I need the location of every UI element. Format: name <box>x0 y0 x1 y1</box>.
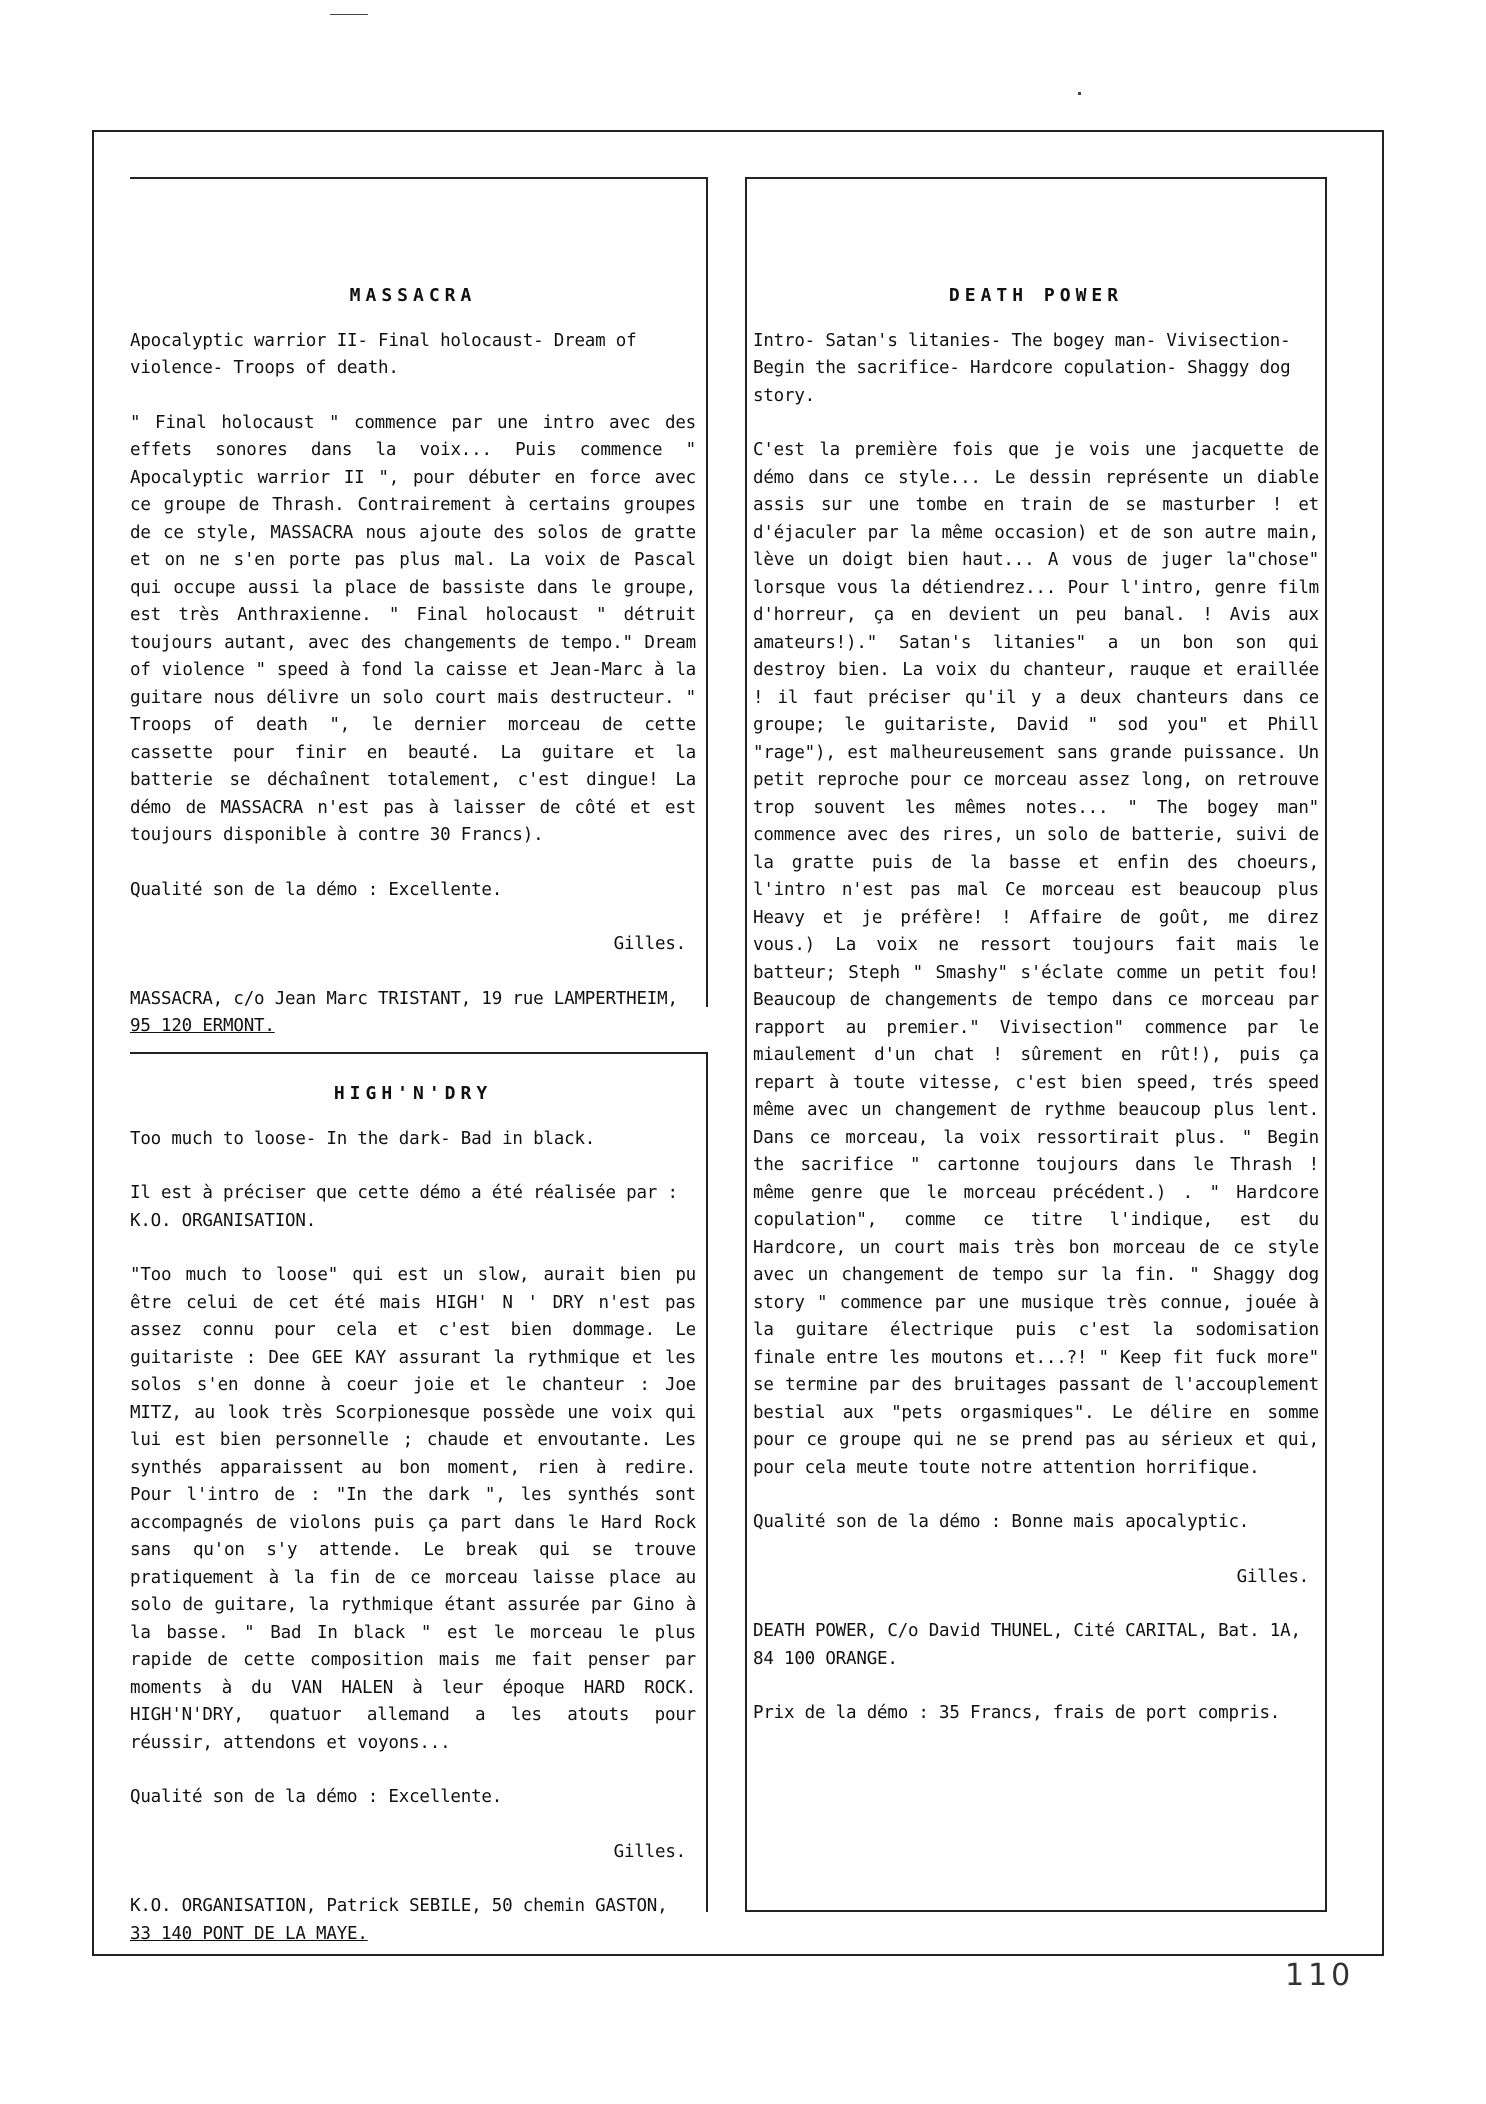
massacra-signature: Gilles. <box>613 934 686 954</box>
high-n-dry-note: Il est à préciser que cette démo a été réalisée par : K.O. ORGANISATION. <box>130 1183 678 1231</box>
death-power-signature: Gilles. <box>1236 1566 1309 1587</box>
death-power-title: DEATH POWER <box>948 285 1124 306</box>
scan-mark <box>330 14 368 15</box>
high-n-dry-column <box>130 1080 696 1948</box>
death-power-column <box>753 282 1319 1755</box>
massacra-quality: Qualité son de la démo : Excellente. <box>130 879 503 900</box>
death-power-tracks: Intro- Satan's litanies- The bogey man- Vivisection- Begin the sacrifice- Hardcore copulation- Shaggy dog story. <box>753 330 1291 406</box>
high-n-dry-quality: Qualité son de la démo : Excellente. <box>130 1787 503 1807</box>
high-n-dry-tracks: Too much to loose- In the dark- Bad in black. <box>130 1128 596 1149</box>
death-power-review: C'est la première fois que je vois une jacquette de démo dans ce style... Le dessin représente un diable assis sur une tombe en train de se masturber ! et d'éjaculer par la même occasion) et de son autre main, lève un doigt bien haut... A vous de juger la"chose" lorsque vous la détiendrez... Pour l'intro, genre film d'horreur, ça en devient un peu banal. ! Avis aux amateurs!)." Satan's litanies" a un bon son qui destroy bien. La voix du chanteur, rauque et eraillée ! il faut préciser qu'il y a deux chanteurs dans ce groupe; le guitariste, David " sod you" et Phill "rage"), est malheureusement sans grande puissance. Un petit reproche pour ce morceau assez long, on retrouve trop souvent les mêmes notes... " The bogey man" commence avec des rires, un solo de batterie, suivi de la gratte puis de la basse et enfin des choeurs, l'intro n'est pas mal Ce morceau est beaucoup plus Heavy et je préfère! ! Affaire de goût, me direz vous.) La voix ne ressort toujours fait mais le batteur; Steph " Smashy" s'éclate comme un petit fou! Beaucoup de changements de tempo dans ce morceau par rapport au premier." Vivisection" commence par le miaulement d'un chat ! sûrement en rût!), puis ça repart à toute vitesse, c'est bien speed, trés speed même avec un changement de rythme beaucoup plus lent. Dans ce morceau, la voix ressortirait plus. " Begin the sacrifice " cartonne toujours dans le Thrash ! même genre que le morceau précédent.) . " Hardcore copulation", comme ce titre l'indique, est du Hardcore, un court mais très bon morceau de ce style avec un changement de tempo sur la fin. " Shaggy dog story " commence par une musique très connue, jouée à la guitare électrique puis c'est la sodomisation finale entre les moutons et...?! " Keep fit fuck more" se termine par des bruitages passant de l'accouplement bestial aux "pets orgasmiques". Le délire en somme pour ce groupe qui ne se prend pas au sérieux et qui, pour cela meute toute notre attention horrifique. <box>753 440 1319 1478</box>
massacra-address-line2: 95 120 ERMONT. <box>130 1016 275 1036</box>
scan-speck <box>1078 92 1081 95</box>
massacra-column <box>130 282 696 1041</box>
high-n-dry-title: HIGH'N'DRY <box>333 1083 493 1104</box>
high-n-dry-address-line2: 33 140 PONT DE LA MAYE. <box>130 1923 368 1944</box>
high-n-dry-review: "Too much to loose" qui est un slow, aurait bien pu être celui de cet été mais HIGH' N ' DRY n'est pas assez connu pour cela et c'est bien dommage. Le guitariste : Dee GEE KAY assurant la rythmique et les solos s'en donne à coeur joie et le chanteur : Joe MITZ, au look très Scorpionesque possède une voix qui lui est bien personnelle ; chaude et envoutante. Les synthés apparaissent au bon moment, rien à redire. Pour l'intro de : "In the dark ", les synthés sont accompagnés de violons puis ça part dans le Hard Rock sans qu'on s'y attende. Le break qui se trouve pratiquement à la fin de ce morceau laisse place au solo de guitare, la rythmique étant assurée par Gino à la basse. " Bad In black " est le morceau le plus rapide de cette composition mais me fait penser par moments à du VAN HALEN à leur époque HARD ROCK. HIGH'N'DRY, quatuor allemand a les atouts pour réussir, attendons et voyons... <box>130 1265 696 1753</box>
massacra-review: " Final holocaust " commence par une intro avec des effets sonores dans la voix... Puis commence " Apocalyptic warrior II ", pour débuter en force avec ce groupe de Thrash. Contrairement à certains groupes de ce style, MASSACRA nous ajoute des solos de gratte et on ne s'en porte pas plus mal. La voix de Pascal qui occupe aussi la place de bassiste dans le groupe, est très Anthraxienne. " Final holocaust " détruit toujours autant, avec des changements de tempo." Dream of violence " speed à fond la caisse et Jean-Marc à la guitare nous délivre un solo court mais destructeur. " Troops of death ", le dernier morceau de cette cassette pour finir en beauté. La guitare et la batterie se déchaînent totalement, c'est dingue! La démo de MASSACRA n'est pas à laisser de côté et est toujours disponible à contre 30 Francs). <box>130 412 696 845</box>
massacra-tracks: Apocalyptic warrior II- Final holocaust- Dream of violence- Troops of death. <box>130 330 637 378</box>
high-n-dry-signature: Gilles. <box>613 1841 686 1862</box>
high-n-dry-address <box>130 1893 696 1948</box>
massacra-address <box>130 986 696 1041</box>
massacra-address-line1: MASSACRA, c/o Jean Marc TRISTANT, 19 rue LAMPERTHEIM, <box>130 988 678 1009</box>
death-power-price: Prix de la démo : 35 Francs, frais de port compris. <box>753 1703 1281 1723</box>
death-power-quality: Qualité son de la démo : Bonne mais apocalyptic. <box>753 1512 1250 1532</box>
death-power-address: DEATH POWER, C/o David THUNEL, Cité CARITAL, Bat. 1A, 84 100 ORANGE. <box>753 1621 1301 1669</box>
massacra-title: MASSACRA <box>349 285 477 306</box>
page-number: 110 <box>1285 1958 1355 1993</box>
high-n-dry-address-line1: K.O. ORGANISATION, Patrick SEBILE, 50 chemin GASTON, <box>130 1896 668 1916</box>
